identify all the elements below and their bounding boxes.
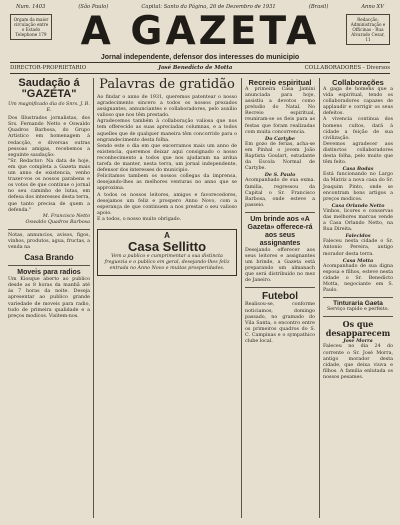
divider <box>8 265 90 266</box>
divider <box>245 212 315 213</box>
desapparecem-headline: Os que desapparecem <box>325 319 391 339</box>
orlando-subhead: Casa Orlando Netto <box>331 202 385 209</box>
newspaper-title: A GAZETA <box>80 9 320 54</box>
director-label: DIRECTOR-PROPRIETARIO <box>10 65 87 71</box>
saopaulo-subhead: De S. Paulo <box>264 172 296 179</box>
saudacao-headline: Saudação á "GAZETA" <box>18 77 80 100</box>
ad-name: Casa Sellitto <box>127 239 207 255</box>
tinturaria-body: Serviço rapido e perfeito. <box>327 307 389 313</box>
city: (São Paulo) <box>78 4 109 10</box>
ad-text: Vem a publico e cumprimentar a sua distincta freguezia e o publico em geral, desejando-lhes feliz entrada no Anno Novo e muitas prosperidades. <box>104 254 230 272</box>
editor-bar <box>10 62 390 74</box>
collaborators-label: COLLABORADORES - Diversos <box>304 65 390 71</box>
divider <box>323 297 393 298</box>
cartybe-subhead: Do Cartybe <box>265 135 295 142</box>
issue-number: Num. 1403 <box>16 4 46 10</box>
column-1 <box>8 78 90 320</box>
saopaulo-body: Acompanhado de sua exma. familia, regressou da Capital o Sr. Francisco Barbosa, onde esteve a passeio. <box>245 178 317 208</box>
divider <box>323 316 393 317</box>
masthead-area <box>10 10 390 70</box>
column-2 <box>97 78 237 276</box>
tagline: Jornal independente, defensor dos interesses do municipio <box>100 54 300 61</box>
products-note: Notas, annuncios, avisos, figos, vinhos, produtos, agua, fructas, a venda na <box>8 232 92 251</box>
moveis-body: Um Kiosque aberto ao publico desde as 8 horas da manhã até ás 7 horas da noite. Deseja apresentar ao publico grande variedade de moveis para radio, tudo de primeira qualidade e a preços modicos. Visitem-nos. <box>8 277 92 319</box>
casa-motta-subhead: Casa Motta <box>342 257 374 264</box>
orlando-body: Vinhos, licores e conservas das melhores marcas vende a Casa Orlando Netto, na Rua Direita. <box>323 208 395 233</box>
country: (Brasil) <box>308 4 329 10</box>
casa-bodas-subhead: Casa Bodas <box>342 166 374 173</box>
collaboracoes-body: A gaga de homens que a vida espiritual, tendo os collaboradores capazes de applaudir e corrigir os seus defeitos. A vivencia continua dos homens cultos, dará á cidade a feição de sua civilização. Devemos agradecer aos distinctos collaboradores desta folha, pelo muito que têm feito. <box>323 87 393 166</box>
saudacao-subhead: Um magnificado dia do Snrs. J. B. E. <box>8 102 90 114</box>
ad-letter: A <box>164 230 170 240</box>
futebol-headline: Futebol <box>261 291 299 303</box>
gratidao-headline: Palavras de gratidão <box>99 77 235 92</box>
falecidos-subhead: Falecidos <box>345 233 371 240</box>
falecidos-body: Faleceu nesta cidade o Sr. Antonio Pereira, antigo morador desta terra. <box>323 239 395 257</box>
recreio-headline: Recreio espiritual <box>248 78 312 87</box>
saudacao-body: Dos Illustrados jornalistas, dos Srs. Fernando Netto e Oswaldo Quadros Barbosa, do Grupo Artistico em homenagem á redacção, e diversas outras pessoas amigas, recebemos a seguinte saudação: "Sr. Redactor: Na data de hoje, em que completa a Gazeta mais um anno de existencia, venho trazer-vos os nossos parabens e os votos de que continue o jornal no seu caminho de lutas, em defesa dos interesses desta terra, que tanto precisa de quem a defenda." <box>8 116 91 213</box>
column-4 <box>323 78 393 381</box>
collaboracoes-headline: Collaborações <box>332 78 384 87</box>
tinturaria-headline: Tinturaria Gaeta <box>333 300 383 308</box>
casa-brando-headline: Casa Brando <box>24 253 74 263</box>
gratidao-body: Ao findar o anno de 1931, queremos patentear o nosso agradecimento sincero a todos os nossos prezados assignantes, annunciantes e collaboradores, pelo auxilio valioso que nos têm prestado. Agradecemos também á collaboração valiosa que nos tem offerecido as suas apreciadas columnas, e a todos aquelles que de qualquer maneira têm concorrido para o engrandecimento desta folha. Sendo este o dia em que encerramos mais um anno de existencia, queremos deixar aqui consignado o nosso reconhecimento a todos que nos ajudaram na ardua tarefa de manter, nesta terra, um jornal independente, defensor dos interesses do municipio. Felicitamos tambem os nossos collegas da imprensa, desejando-lhes as melhores venturas no anno que se approxima. A todos os nossos leitores, amigos e favorecedores, desejamos um feliz e prospero Anno Novo, com a esperança de que continuem a nos prestar o seu valioso apoio. E a todos, o nosso muito obrigado. <box>97 95 237 222</box>
column-rule <box>319 78 320 518</box>
volume: Anno XV <box>361 4 384 10</box>
recreio-body: A primeira Casa Jamini anunciada para hoje, assistiu a devotos como preludio do Natal. No Recreio espiritual, reuniram-se os fieis para as festas que foram realizadas com muita concorrencia. <box>245 87 317 135</box>
casa-sellitto-ad <box>97 229 237 276</box>
column-rule <box>93 78 94 518</box>
casa-motta-body: Acompanhado de sua digna esposa e filhos, esteve nesta cidade o Sr. Benedicto Motta, negociante em S. Paulo. <box>323 263 395 294</box>
brinde-body: Desejando offerecer aos seus leitores e assignantes um brinde, a Gazeta está preparando um almanach que será distribuido no mez de Janeiro. <box>245 247 317 284</box>
casa-bodas-body: Está funcionando no Largo da Matriz a nova casa do Sr. Joaquim Pinto, onde se encontram bons artigos a preços modicos. <box>323 172 395 202</box>
divider <box>8 229 90 230</box>
column-rule <box>241 78 242 518</box>
jose-morra-subhead: José Morra <box>343 338 373 345</box>
issue-date: Capital: Santo da Página, 26 de Dezembro de 1931 <box>141 4 276 10</box>
divider <box>245 287 315 288</box>
address-box: Redacção, Administração e Officinas - Rua Alvarado Cesar, 11 <box>346 14 390 45</box>
futebol-body: Realisou-se, conforme noticiamos, domingo passado, no gramado do Vila Santa, o encontro entre os primeiros quadros do S. C. Campinas e o sympathico clube local. <box>245 302 317 344</box>
brinde-headline: Um brinde aos «A Gazeta» offerece-rá aos seus assignantes <box>247 215 313 247</box>
signature-2: Oswaldo Quadros Barbosa <box>25 219 90 225</box>
moveis-headline: Moveis para radios <box>17 269 81 277</box>
signature-1: M. Francisco Netto <box>42 213 90 219</box>
column-3 <box>245 78 315 345</box>
circulation-box: Orgam da maior circulação entre o Estado Telephone 179 <box>10 14 52 40</box>
director-name: José Benedicto de Motta <box>158 65 233 71</box>
jose-morra-body: Faleceu no dia 24 do corrente o Sr. José Morra, antigo morador desta cidade, que deixa viuva e filhos. A familia enlutada os nossos pesames. <box>323 344 395 380</box>
cartybe-body: Em gozo de ferias, acha-se em Pinhal o jovem João Baptista Goulart, estudante da Escola Normal de Cartybe. <box>245 141 317 172</box>
